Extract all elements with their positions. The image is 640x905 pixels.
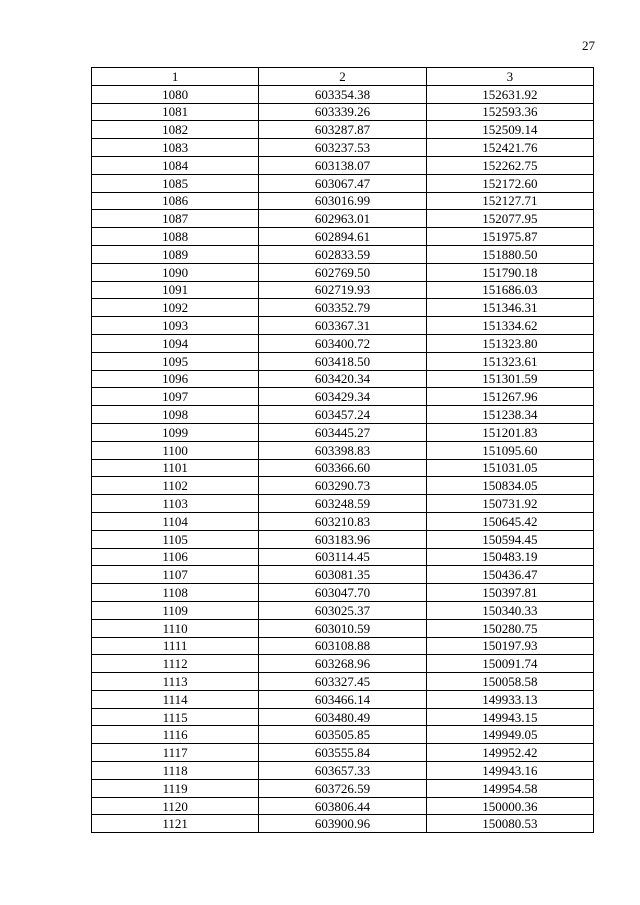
point-number-cell: 1113 [92,673,259,691]
point-number-cell: 1103 [92,495,259,513]
coordinate-y-cell: 152509.14 [426,121,593,139]
point-number-cell: 1106 [92,548,259,566]
coordinate-y-cell: 150594.45 [426,530,593,548]
coordinate-y-cell: 150436.47 [426,566,593,584]
table-row [92,637,594,655]
table-row [92,174,594,192]
coordinate-y-cell: 150197.93 [426,637,593,655]
point-number-cell: 1081 [92,103,259,121]
coordinate-x-cell: 603457.24 [259,406,426,424]
point-number-cell: 1118 [92,762,259,780]
point-number-cell: 1121 [92,815,259,833]
coordinate-x-cell: 603418.50 [259,352,426,370]
table-body [92,85,594,832]
coordinate-y-cell: 151975.87 [426,228,593,246]
coordinate-y-cell: 151790.18 [426,263,593,281]
coordinate-x-cell: 602833.59 [259,245,426,263]
coordinate-y-cell: 149933.13 [426,690,593,708]
point-number-cell: 1104 [92,512,259,530]
coordinate-y-cell: 150834.05 [426,477,593,495]
coordinate-y-cell: 152593.36 [426,103,593,121]
coordinate-y-cell: 149943.16 [426,762,593,780]
coordinate-x-cell: 603505.85 [259,726,426,744]
coordinate-x-cell: 603429.34 [259,388,426,406]
coordinate-y-cell: 151334.62 [426,317,593,335]
point-number-cell: 1089 [92,245,259,263]
point-number-cell: 1099 [92,423,259,441]
table-row [92,85,594,103]
table-row [92,299,594,317]
coordinate-y-cell: 152127.71 [426,192,593,210]
table-row [92,477,594,495]
coordinate-x-cell: 602963.01 [259,210,426,228]
table-row [92,512,594,530]
coordinate-y-cell: 151301.59 [426,370,593,388]
coordinate-x-cell: 603010.59 [259,619,426,637]
coordinate-y-cell: 151686.03 [426,281,593,299]
point-number-cell: 1087 [92,210,259,228]
coordinate-x-cell: 603480.49 [259,708,426,726]
point-number-cell: 1110 [92,619,259,637]
table-row [92,584,594,602]
coordinate-x-cell: 602894.61 [259,228,426,246]
coordinate-x-cell: 603067.47 [259,174,426,192]
point-number-cell: 1111 [92,637,259,655]
coordinate-x-cell: 603047.70 [259,584,426,602]
table-row [92,228,594,246]
coordinate-x-cell: 603081.35 [259,566,426,584]
point-number-cell: 1108 [92,584,259,602]
coordinate-x-cell: 603555.84 [259,744,426,762]
coordinate-x-cell: 603108.88 [259,637,426,655]
point-number-cell: 1119 [92,779,259,797]
coordinate-y-cell: 152262.75 [426,156,593,174]
coordinate-y-cell: 150280.75 [426,619,593,637]
point-number-cell: 1112 [92,655,259,673]
coordinates-table [91,67,594,833]
point-number-cell: 1117 [92,744,259,762]
table-row [92,121,594,139]
table-row [92,423,594,441]
table-row [92,406,594,424]
point-number-cell: 1088 [92,228,259,246]
point-number-cell: 1091 [92,281,259,299]
point-number-cell: 1083 [92,139,259,157]
point-number-cell: 1085 [92,174,259,192]
coordinate-x-cell: 603210.83 [259,512,426,530]
table-row [92,281,594,299]
column-header-2: 2 [259,68,426,86]
point-number-cell: 1114 [92,690,259,708]
coordinate-y-cell: 150000.36 [426,797,593,815]
table-row [92,726,594,744]
table-row [92,388,594,406]
coordinate-x-cell: 603327.45 [259,673,426,691]
coordinate-x-cell: 603420.34 [259,370,426,388]
table-row [92,530,594,548]
coordinate-x-cell: 603366.60 [259,459,426,477]
coordinate-x-cell: 603367.31 [259,317,426,335]
coordinate-y-cell: 152077.95 [426,210,593,228]
coordinate-x-cell: 603339.26 [259,103,426,121]
table-header [92,68,594,86]
coordinate-y-cell: 150645.42 [426,512,593,530]
coordinate-x-cell: 603466.14 [259,690,426,708]
coordinate-x-cell: 603900.96 [259,815,426,833]
coordinate-x-cell: 603237.53 [259,139,426,157]
coordinate-y-cell: 151346.31 [426,299,593,317]
point-number-cell: 1100 [92,441,259,459]
table-row [92,815,594,833]
table-row [92,779,594,797]
coordinate-x-cell: 603016.99 [259,192,426,210]
point-number-cell: 1101 [92,459,259,477]
table-row [92,690,594,708]
coordinate-y-cell: 150058.58 [426,673,593,691]
point-number-cell: 1093 [92,317,259,335]
coordinate-y-cell: 151267.96 [426,388,593,406]
coordinate-x-cell: 603248.59 [259,495,426,513]
coordinate-x-cell: 603400.72 [259,334,426,352]
table-row [92,673,594,691]
point-number-cell: 1094 [92,334,259,352]
coordinate-y-cell: 151323.80 [426,334,593,352]
table-row [92,762,594,780]
table-row [92,495,594,513]
point-number-cell: 1109 [92,601,259,619]
point-number-cell: 1098 [92,406,259,424]
coordinate-y-cell: 149943.15 [426,708,593,726]
header-row [92,68,594,86]
point-number-cell: 1107 [92,566,259,584]
coordinate-y-cell: 149952.42 [426,744,593,762]
point-number-cell: 1116 [92,726,259,744]
point-number-cell: 1102 [92,477,259,495]
coordinate-y-cell: 151323.61 [426,352,593,370]
coordinate-y-cell: 149954.58 [426,779,593,797]
coordinate-y-cell: 151201.83 [426,423,593,441]
table-row [92,139,594,157]
coordinate-x-cell: 603398.83 [259,441,426,459]
point-number-cell: 1115 [92,708,259,726]
point-number-cell: 1097 [92,388,259,406]
coordinate-x-cell: 603354.38 [259,85,426,103]
point-number-cell: 1095 [92,352,259,370]
coordinate-y-cell: 151031.05 [426,459,593,477]
table-row [92,103,594,121]
point-number-cell: 1086 [92,192,259,210]
point-number-cell: 1096 [92,370,259,388]
coordinate-x-cell: 603025.37 [259,601,426,619]
table-row [92,370,594,388]
coordinate-y-cell: 152172.60 [426,174,593,192]
page-number: 27 [582,38,595,53]
table-row [92,548,594,566]
table-row [92,352,594,370]
coordinate-y-cell: 149949.05 [426,726,593,744]
table-row [92,708,594,726]
point-number-cell: 1092 [92,299,259,317]
coordinate-x-cell: 603114.45 [259,548,426,566]
coordinate-y-cell: 150397.81 [426,584,593,602]
coordinate-y-cell: 150340.33 [426,601,593,619]
column-header-3: 3 [426,68,593,86]
point-number-cell: 1080 [92,85,259,103]
table-row [92,744,594,762]
coordinate-y-cell: 151095.60 [426,441,593,459]
coordinate-y-cell: 151880.50 [426,245,593,263]
coordinate-x-cell: 603352.79 [259,299,426,317]
table-row [92,441,594,459]
point-number-cell: 1105 [92,530,259,548]
coordinate-x-cell: 603287.87 [259,121,426,139]
column-header-1: 1 [92,68,259,86]
coordinate-x-cell: 602719.93 [259,281,426,299]
table-row [92,459,594,477]
coordinate-x-cell: 603290.73 [259,477,426,495]
coordinate-y-cell: 151238.34 [426,406,593,424]
table-row [92,334,594,352]
coordinate-x-cell: 603268.96 [259,655,426,673]
point-number-cell: 1090 [92,263,259,281]
coordinate-x-cell: 602769.50 [259,263,426,281]
table-row [92,619,594,637]
table-row [92,245,594,263]
coordinate-x-cell: 603726.59 [259,779,426,797]
table-row [92,156,594,174]
table-row [92,192,594,210]
table-row [92,263,594,281]
table-row [92,566,594,584]
coordinate-y-cell: 150483.19 [426,548,593,566]
table-row [92,797,594,815]
point-number-cell: 1120 [92,797,259,815]
point-number-cell: 1084 [92,156,259,174]
table-row [92,601,594,619]
table-row [92,317,594,335]
table-row [92,210,594,228]
table-row [92,655,594,673]
coordinate-x-cell: 603183.96 [259,530,426,548]
coordinate-y-cell: 150091.74 [426,655,593,673]
coordinate-y-cell: 152631.92 [426,85,593,103]
coordinate-y-cell: 150731.92 [426,495,593,513]
coordinate-x-cell: 603657.33 [259,762,426,780]
coordinate-y-cell: 152421.76 [426,139,593,157]
coordinate-y-cell: 150080.53 [426,815,593,833]
coordinate-x-cell: 603138.07 [259,156,426,174]
coordinate-x-cell: 603806.44 [259,797,426,815]
point-number-cell: 1082 [92,121,259,139]
coordinate-x-cell: 603445.27 [259,423,426,441]
